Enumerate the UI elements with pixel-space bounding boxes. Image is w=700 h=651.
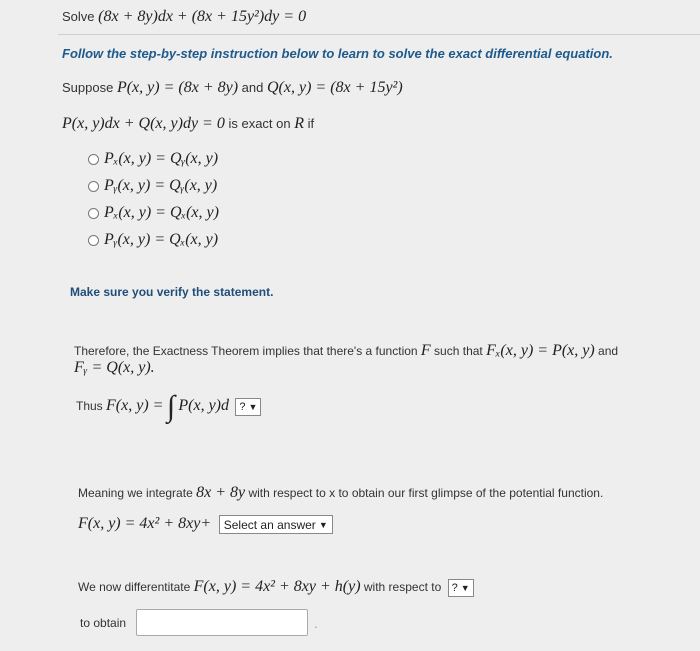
select-value: ?: [239, 400, 246, 413]
and-label: and: [241, 80, 264, 95]
radio-button[interactable]: [88, 208, 99, 219]
option-3[interactable]: [88, 204, 219, 222]
meaning-text-1: Meaning we integrate: [78, 486, 193, 500]
potential-line: [78, 515, 333, 534]
potential-expression: F(x, y) = 4x² + 8xy+: [78, 515, 212, 532]
radio-button[interactable]: [88, 181, 99, 192]
integrand: P(x, y)d: [178, 397, 230, 414]
radio-button[interactable]: [88, 154, 99, 165]
exact-suffix: is exact on: [228, 116, 291, 131]
select-label: Select an answer: [223, 517, 316, 532]
meaning-line: [78, 484, 603, 502]
theorem-line-1: [74, 342, 618, 360]
option-1[interactable]: [88, 150, 218, 168]
chevron-down-icon: ▼: [460, 582, 470, 593]
equation: (8x + 8y)dx + (8x + 15y²)dy = 0: [98, 8, 307, 25]
exact-statement: [62, 115, 314, 133]
theorem-text: Therefore, the Exactness Theorem implies that there's a function: [74, 344, 418, 358]
theorem-line-2: [74, 359, 155, 377]
q-definition: Q(x, y) = (8x + 15y²): [267, 79, 403, 96]
differentiate-text-1: We now differentitate: [78, 580, 191, 594]
obtain-answer-input[interactable]: [136, 609, 308, 636]
option-2[interactable]: [88, 177, 217, 195]
meaning-text-2: with respect to x to obtain our first glimpse of the potential function.: [248, 486, 604, 500]
f-lhs: F(x, y) =: [106, 397, 164, 414]
option-label: Pₓ(x, y) = Qₓ(x, y): [104, 204, 219, 221]
option-label: Pᵧ(x, y) = Qₓ(x, y): [104, 231, 219, 248]
period-mark: .: [314, 616, 318, 631]
problem-statement: [62, 8, 306, 26]
function-f: F: [420, 342, 431, 359]
differentiate-text-2: with respect to: [363, 580, 442, 594]
option-label: Pᵧ(x, y) = Qᵧ(x, y): [104, 177, 218, 194]
verify-text: Make sure you verify the statement.: [70, 285, 274, 299]
integral-sign-icon: ∫: [166, 389, 176, 423]
exact-expression: P(x, y)dx + Q(x, y)dy = 0: [62, 115, 225, 132]
option-label: Pₓ(x, y) = Qᵧ(x, y): [104, 150, 219, 167]
option-4[interactable]: [88, 231, 218, 249]
p-definition: P(x, y) = (8x + 8y): [116, 79, 239, 96]
select-value: ?: [451, 581, 458, 594]
solve-label: Solve: [62, 9, 95, 24]
differentiate-line: [78, 578, 474, 597]
differentiation-variable-select[interactable]: [448, 579, 474, 597]
such-that-label: such that: [434, 344, 483, 358]
fy-equation: Fᵧ = Q(x, y).: [74, 359, 155, 376]
chevron-down-icon: ▼: [318, 519, 328, 530]
suppose-label: Suppose: [62, 80, 114, 95]
answer-select[interactable]: [219, 515, 333, 534]
divider: [58, 34, 700, 35]
chevron-down-icon: ▼: [248, 401, 258, 412]
instruction-text: Follow the step-by-step instruction below to learn to solve the exact differential equation.: [62, 46, 613, 61]
thus-label: Thus: [76, 399, 103, 413]
obtain-label: to obtain: [80, 616, 127, 630]
radio-button[interactable]: [88, 235, 99, 246]
suppose-line: [62, 79, 403, 97]
fx-equation: Fₓ(x, y) = P(x, y): [486, 342, 595, 359]
integrand-expression: 8x + 8y: [196, 484, 246, 501]
integration-variable-select[interactable]: [235, 398, 261, 416]
and-label: and: [598, 344, 619, 358]
potential-with-h: F(x, y) = 4x² + 8xy + h(y): [193, 578, 361, 595]
region-r: R: [294, 115, 305, 132]
if-label: if: [307, 116, 315, 131]
thus-line: [76, 389, 261, 423]
